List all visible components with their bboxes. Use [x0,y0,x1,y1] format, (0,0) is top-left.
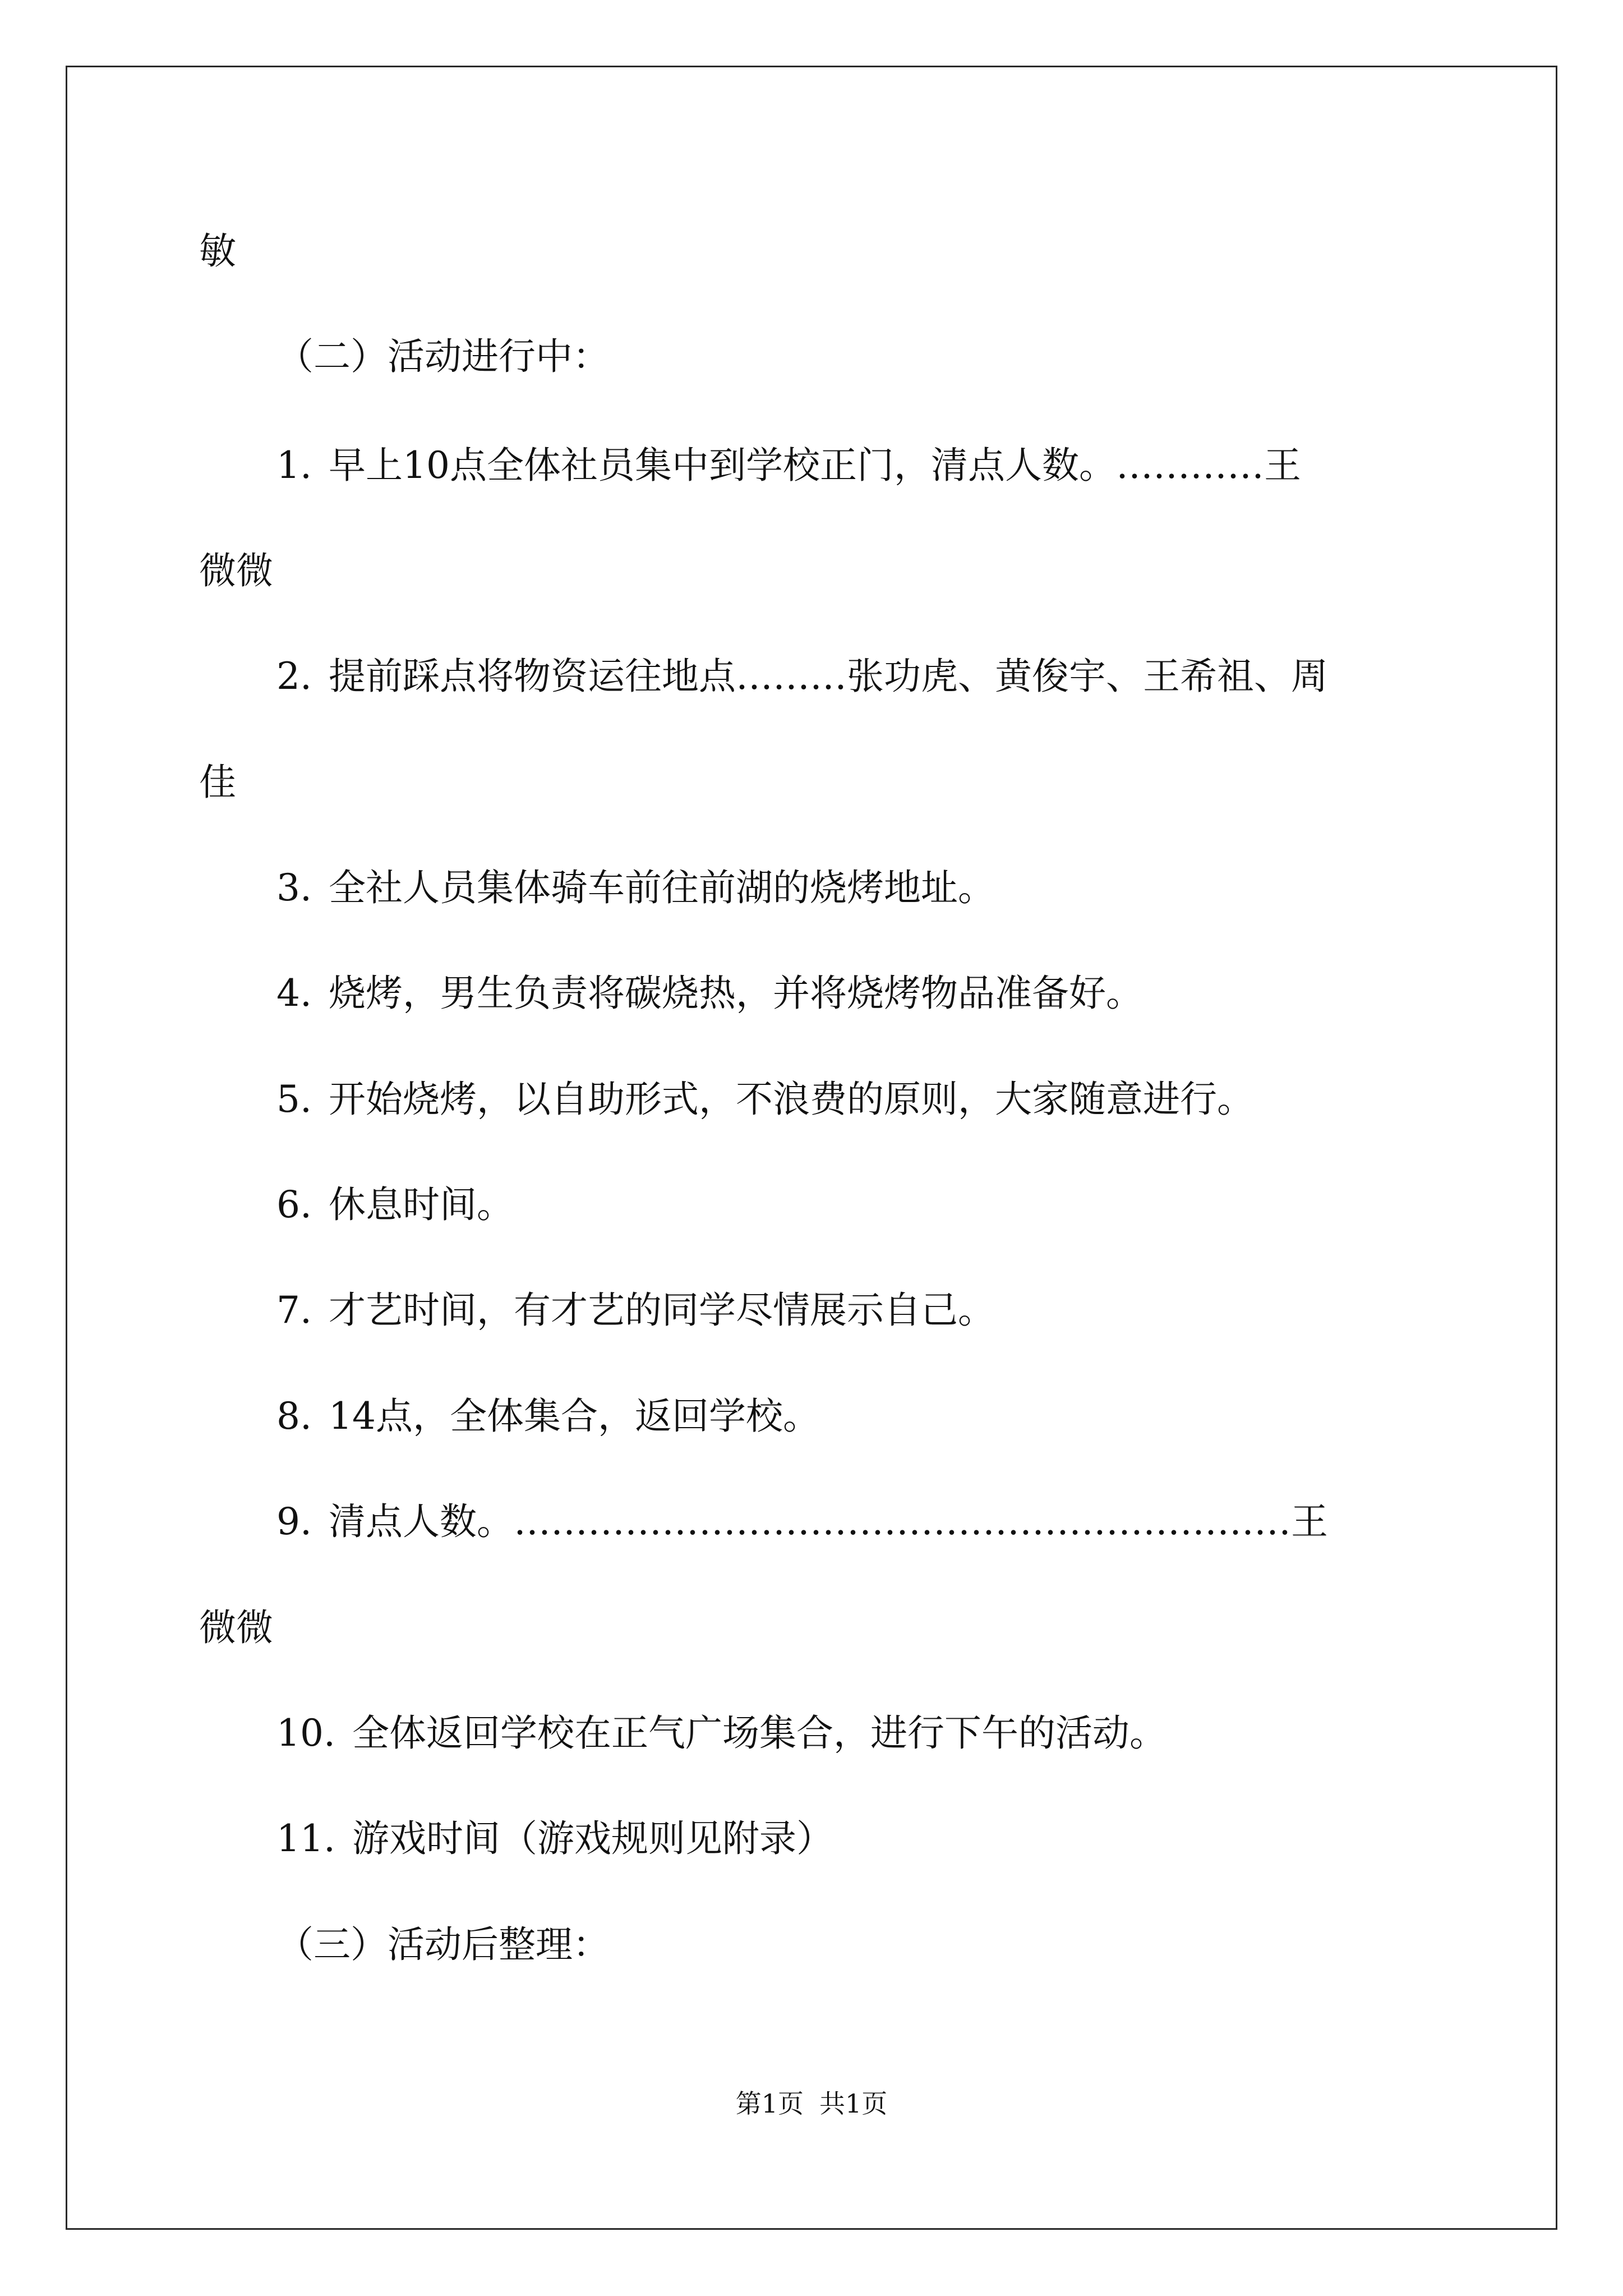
item-number: 10. [276,1711,335,1755]
list-item [276,1288,995,1333]
page-border [66,66,1557,2230]
continuation-line [199,549,273,593]
section-heading [276,1922,610,1967]
list-item [276,443,1428,488]
item-text: 14点，全体集合，返回学校。 [328,1395,820,1438]
list-item [276,1077,1254,1122]
item-text: 开始烧烤，以自助形式，不浪费的原则，大家随意进行。 [328,1078,1254,1121]
list-item [276,1499,1428,1544]
line-text: 微微 [199,549,273,592]
item-number: 8. [276,1395,312,1438]
item-number: 7. [276,1289,312,1332]
list-item [276,971,1143,1016]
item-text: 全社人员集体骑车前往前湖的烧烤地址。 [328,866,995,909]
item-text: 休息时间。 [328,1183,514,1226]
line-text: 佳 [199,761,236,804]
list-item [276,1711,1166,1756]
continuation-line [199,229,236,274]
section-heading [276,334,610,379]
item-text: 清点人数。………………………………………………………王 [328,1500,1328,1543]
item-text: 早上10点全体社员集中到学校正门，清点人数。…………王 [328,444,1301,487]
page-footer [0,2088,1623,2119]
continuation-line [199,760,236,805]
item-text: 全体返回学校在正气广场集合，进行下午的活动。 [352,1711,1166,1755]
heading-text: （二）活动进行中： [276,335,610,378]
page-number-total: 共1页 [819,2088,888,2119]
item-number: 1. [276,444,312,487]
item-number: 9. [276,1500,312,1543]
list-item [276,1182,514,1227]
item-number: 2. [276,655,312,698]
list-item [276,654,1428,699]
item-text: 烧烤，男生负责将碳烧热，并将烧烤物品准备好。 [328,972,1143,1015]
item-number: 11. [276,1817,335,1860]
item-number: 3. [276,866,312,909]
item-text: 才艺时间，有才艺的同学尽情展示自己。 [328,1289,995,1332]
list-item [276,1394,820,1439]
item-number: 6. [276,1183,312,1226]
list-item [276,1816,833,1861]
item-number: 4. [276,972,312,1015]
item-text: 提前踩点将物资运往地点………张功虎、黄俊宇、王希祖、周 [328,655,1328,698]
list-item [276,866,995,910]
line-text: 敏 [199,229,236,273]
item-text: 游戏时间（游戏规则见附录） [352,1817,833,1860]
line-text: 微微 [199,1606,273,1649]
page-number-current: 第1页 [735,2088,804,2119]
continuation-line [199,1605,273,1650]
item-number: 5. [276,1078,312,1121]
heading-text: （三）活动后整理： [276,1923,610,1966]
